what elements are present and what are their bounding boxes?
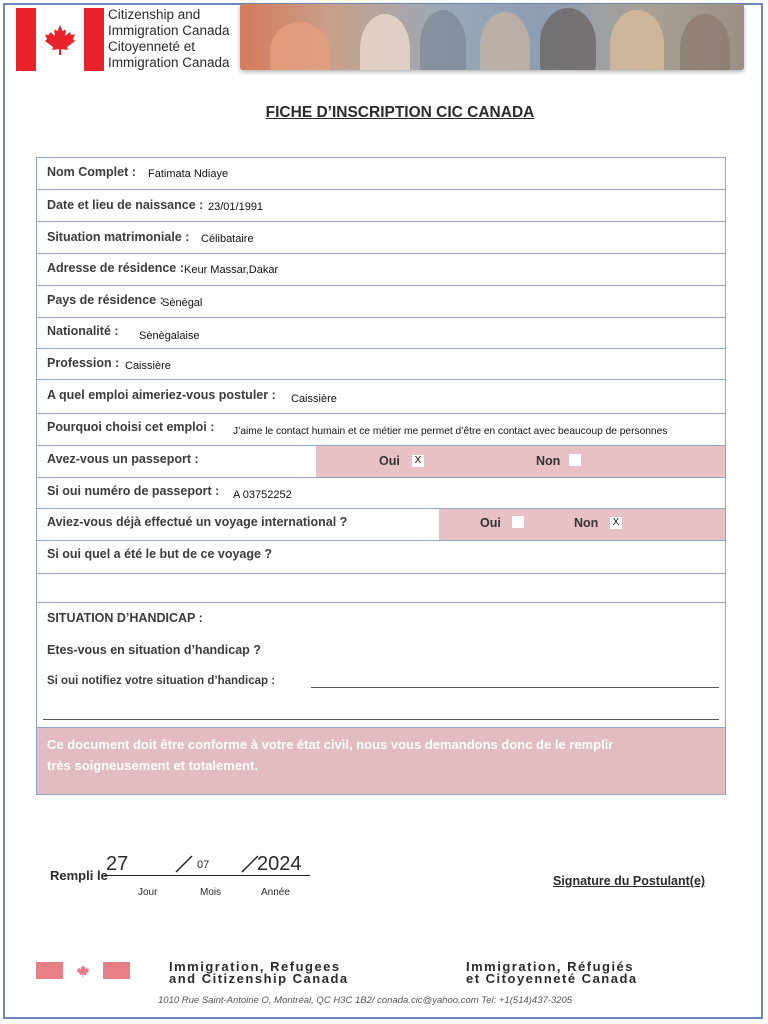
date-year[interactable]: 2024 xyxy=(257,853,302,875)
date-slash-icon xyxy=(174,854,194,874)
field-pays xyxy=(37,286,725,318)
field-but-voyage xyxy=(37,541,725,574)
non-label: Non xyxy=(574,516,599,530)
field-label: Pourquoi choisi cet emploi : xyxy=(47,420,215,434)
footer-org-line: Immigration, Réfugiés xyxy=(466,959,635,974)
field-value[interactable]: Célibataire xyxy=(201,233,254,245)
month-caption: Mois xyxy=(200,887,222,898)
footer-address: 1010 Rue Saint-Antoine O, Montréal, QC H3C 1B2/ conada.cic@yahoo.com Tel: +1(514)437-3205 xyxy=(158,995,573,1006)
field-emploi xyxy=(37,380,725,414)
field-label: Pays de résidence : xyxy=(47,293,164,307)
org-name xyxy=(108,7,230,71)
field-label: Nationalité : xyxy=(47,324,119,338)
handicap-notify-label: Si oui notifiez votre situation d’handicap : xyxy=(47,675,276,687)
non-checkbox[interactable] xyxy=(569,454,581,466)
field-value[interactable]: Keur Massar,Dakar xyxy=(184,264,279,276)
field-label: Adresse de résidence : xyxy=(47,261,184,275)
field-nationalite xyxy=(37,318,725,349)
field-value[interactable]: Sènègalaise xyxy=(139,330,200,342)
field-passeport xyxy=(37,446,725,478)
handicap-extra-line[interactable] xyxy=(43,719,719,720)
field-value[interactable]: 23/01/1991 xyxy=(208,201,264,213)
field-label: Profession : xyxy=(47,356,120,370)
oui-label: Oui xyxy=(480,516,501,530)
voyage-options xyxy=(439,509,725,540)
org-line: Citizenship and xyxy=(108,7,201,22)
canada-flag-logo xyxy=(16,8,104,71)
maple-leaf-icon xyxy=(75,964,91,978)
handicap-section xyxy=(37,603,725,728)
footer-flag-logo xyxy=(36,962,130,979)
date-month[interactable]: 07 xyxy=(197,859,210,871)
notice-line: Ce document doit être conforme à votre état civil, nous vous demandons donc de le remplir xyxy=(47,737,614,752)
signature-label: Signature du Postulant(e) xyxy=(553,874,706,888)
org-line: Immigration Canada xyxy=(108,23,230,38)
footer-org-line: Immigration, Refugees xyxy=(169,959,341,974)
field-adresse xyxy=(37,254,725,286)
field-value[interactable]: Sènègal xyxy=(162,297,203,309)
non-checkbox[interactable]: X xyxy=(610,517,622,529)
non-label: Non xyxy=(536,454,561,468)
header-banner-image xyxy=(240,4,744,70)
footer-org-fr xyxy=(466,961,638,985)
year-caption: Année xyxy=(261,887,290,898)
org-line: Citoyenneté et xyxy=(108,39,196,54)
field-label: Si oui quel a été le but de ce voyage ? xyxy=(47,547,273,561)
oui-checkbox[interactable]: X xyxy=(412,455,424,467)
field-label: Nom Complet : xyxy=(47,165,136,179)
handicap-title: SITUATION D’HANDICAP : xyxy=(47,611,203,625)
passeport-options xyxy=(316,446,725,477)
notice-line: très soigneusement et totalement. xyxy=(47,758,258,773)
field-date-lieu xyxy=(37,190,725,222)
field-situation xyxy=(37,222,725,254)
maple-leaf-icon xyxy=(43,23,77,57)
form-title: FICHE D’INSCRIPTION CIC CANADA xyxy=(265,104,535,121)
field-pourquoi xyxy=(37,414,725,446)
date-label: Rempli le xyxy=(50,868,108,883)
day-caption: Jour xyxy=(138,887,158,898)
field-value[interactable]: Caissière xyxy=(291,393,337,405)
field-value[interactable]: Fatimata Ndiaye xyxy=(148,168,229,180)
oui-checkbox[interactable] xyxy=(512,516,524,528)
field-nom-complet xyxy=(37,158,725,190)
field-voyage xyxy=(37,509,725,541)
oui-label: Oui xyxy=(379,454,400,468)
field-value[interactable]: J’aime le contact humain et ce métier me permet d’être en contact avec beaucoup de personnes xyxy=(233,426,668,437)
handicap-notify-line[interactable] xyxy=(311,687,719,688)
field-num-passeport xyxy=(37,478,725,509)
field-label: A quel emploi aimeriez-vous postuler : xyxy=(47,388,276,402)
field-label: Aviez-vous déjà effectué un voyage international ? xyxy=(47,515,348,529)
field-value[interactable]: Caissière xyxy=(125,360,171,372)
field-label: Avez-vous un passeport : xyxy=(47,452,199,466)
field-profession xyxy=(37,349,725,380)
notice-banner xyxy=(37,728,725,794)
handicap-question: Etes-vous en situation d’handicap ? xyxy=(47,643,261,657)
org-line: Immigration Canada xyxy=(108,55,230,70)
field-but-voyage-answer[interactable] xyxy=(37,574,725,603)
field-label: Date et lieu de naissance : xyxy=(47,198,204,212)
footer-org-line: et Citoyenneté Canada xyxy=(466,971,638,986)
field-label: Si oui numéro de passeport : xyxy=(47,484,220,498)
footer-org-en xyxy=(169,961,349,985)
field-value[interactable]: A 03752252 xyxy=(233,489,292,501)
footer-org-line: and Citizenship Canada xyxy=(169,971,349,986)
date-day[interactable]: 27 xyxy=(106,853,129,875)
field-label: Situation matrimoniale : xyxy=(47,230,190,244)
registration-form xyxy=(36,157,726,795)
